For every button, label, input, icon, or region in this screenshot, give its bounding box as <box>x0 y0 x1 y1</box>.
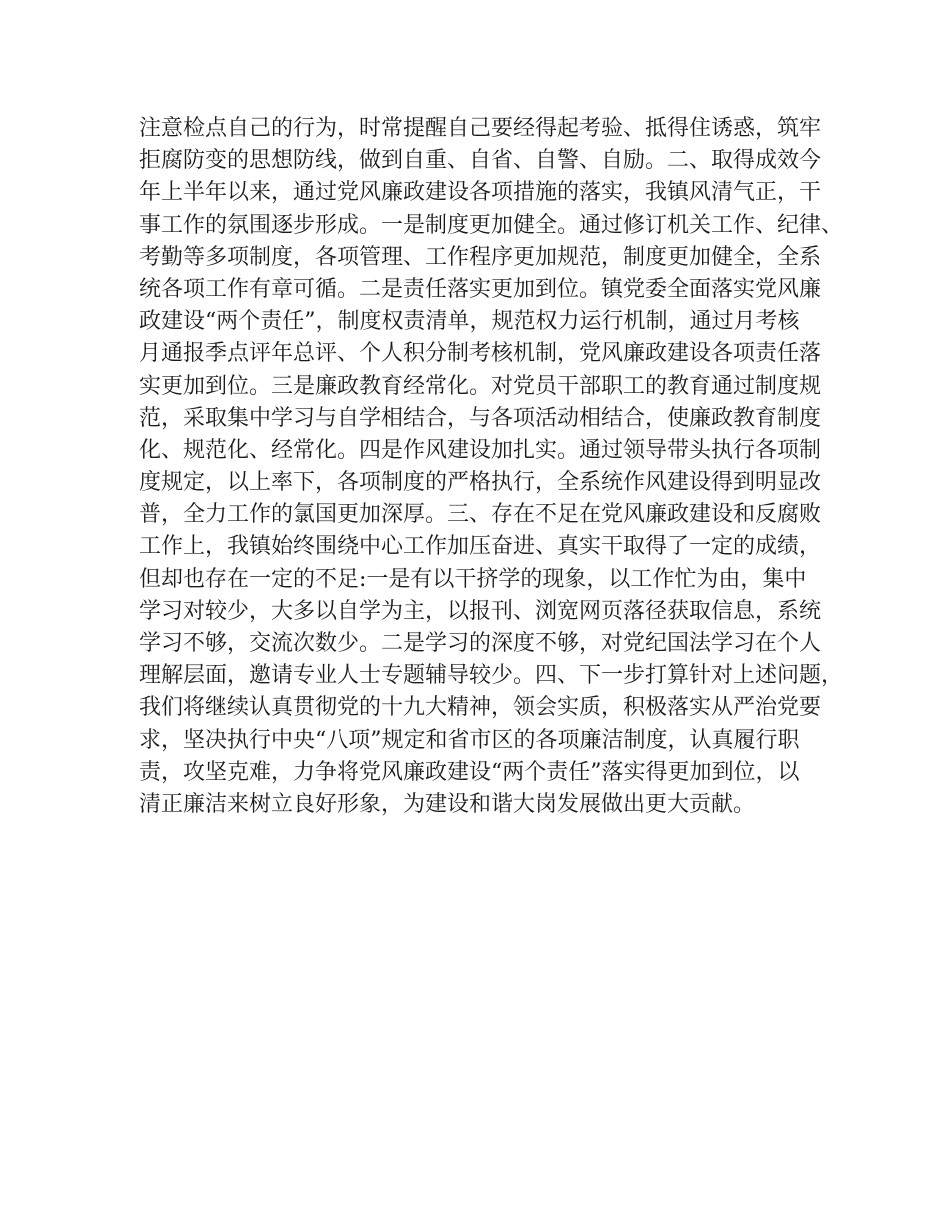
text-line: 政建设“两个责任”，制度权责清单，规范权力运行机制，通过月考核 <box>139 309 800 335</box>
text-line: 学习不够，交流次数少。二是学习的深度不够，对党纪国法学习在个人 <box>139 631 822 656</box>
text-line: 责，攻坚克难，力争将党风廉政建设“两个责任”落实得更加到位，以 <box>139 759 800 785</box>
text-line: 理解层面，邀请专业人士专题辅导较少。四、下一步打算针对上述问题， <box>139 663 844 689</box>
text-line: 求，坚决执行中央“八项”规定和省市区的各项廉洁制度，认真履行职 <box>139 727 800 753</box>
text-line: 考勤等多项制度，各项管理、工作程序更加规范，制度更加健全，全系 <box>139 244 822 270</box>
text-line: 但却也存在一定的不足:一是有以干挤学的现象，以工作忙为由，集中 <box>139 566 807 592</box>
text-line: 统各项工作有章可循。二是责任落实更加到位。镇党委全面落实党风廉 <box>139 276 822 302</box>
text-line: 注意检点自己的行为，时常提醒自己要经得起考验、抵得住诱惑，筑牢 <box>139 116 822 141</box>
body-paragraph <box>139 113 844 821</box>
text-line: 清正廉洁来树立良好形象，为建设和谐大岗发展做出更大贡献。 <box>139 791 756 817</box>
text-line: 实更加到位。三是廉政教育经常化。对党员干部职工的教育通过制度规 <box>139 373 822 399</box>
text-line: 事工作的氛围逐步形成。一是制度更加健全。通过修订机关工作、纪律、 <box>139 212 844 238</box>
text-line: 拒腐防变的思想防线，做到自重、自省、自警、自励。二、取得成效今 <box>139 148 822 174</box>
text-line: 范，采取集中学习与自学相结合，与各项活动相结合，使廉政教育制度 <box>139 405 822 431</box>
text-line: 工作上，我镇始终围绕中心工作加压奋进、真实干取得了一定的成绩， <box>139 534 822 560</box>
text-line: 年上半年以来，通过党风廉政建设各项措施的落实，我镇风清气正，干 <box>139 180 822 206</box>
text-line: 普，全力工作的氯国更加深厚。三、存在不足在党风廉政建设和反腐败 <box>139 502 822 528</box>
text-line: 我们将继续认真贯彻党的十九大精神，领会实质，积极落实从严治党要 <box>139 695 822 721</box>
text-line: 月通报季点评年总评、个人积分制考核机制，党风廉政建设各项责任落 <box>139 341 822 367</box>
text-line: 化、规范化、经常化。四是作风建设加扎实。通过领导带头执行各项制 <box>139 437 822 463</box>
text-line: 学习对较少，大多以自学为主，以报刊、浏宽网页落径获取信息，系统 <box>139 598 822 624</box>
text-line: 度规定，以上率下，各项制度的严格执行，全系统作风建设得到明显改 <box>139 470 822 496</box>
